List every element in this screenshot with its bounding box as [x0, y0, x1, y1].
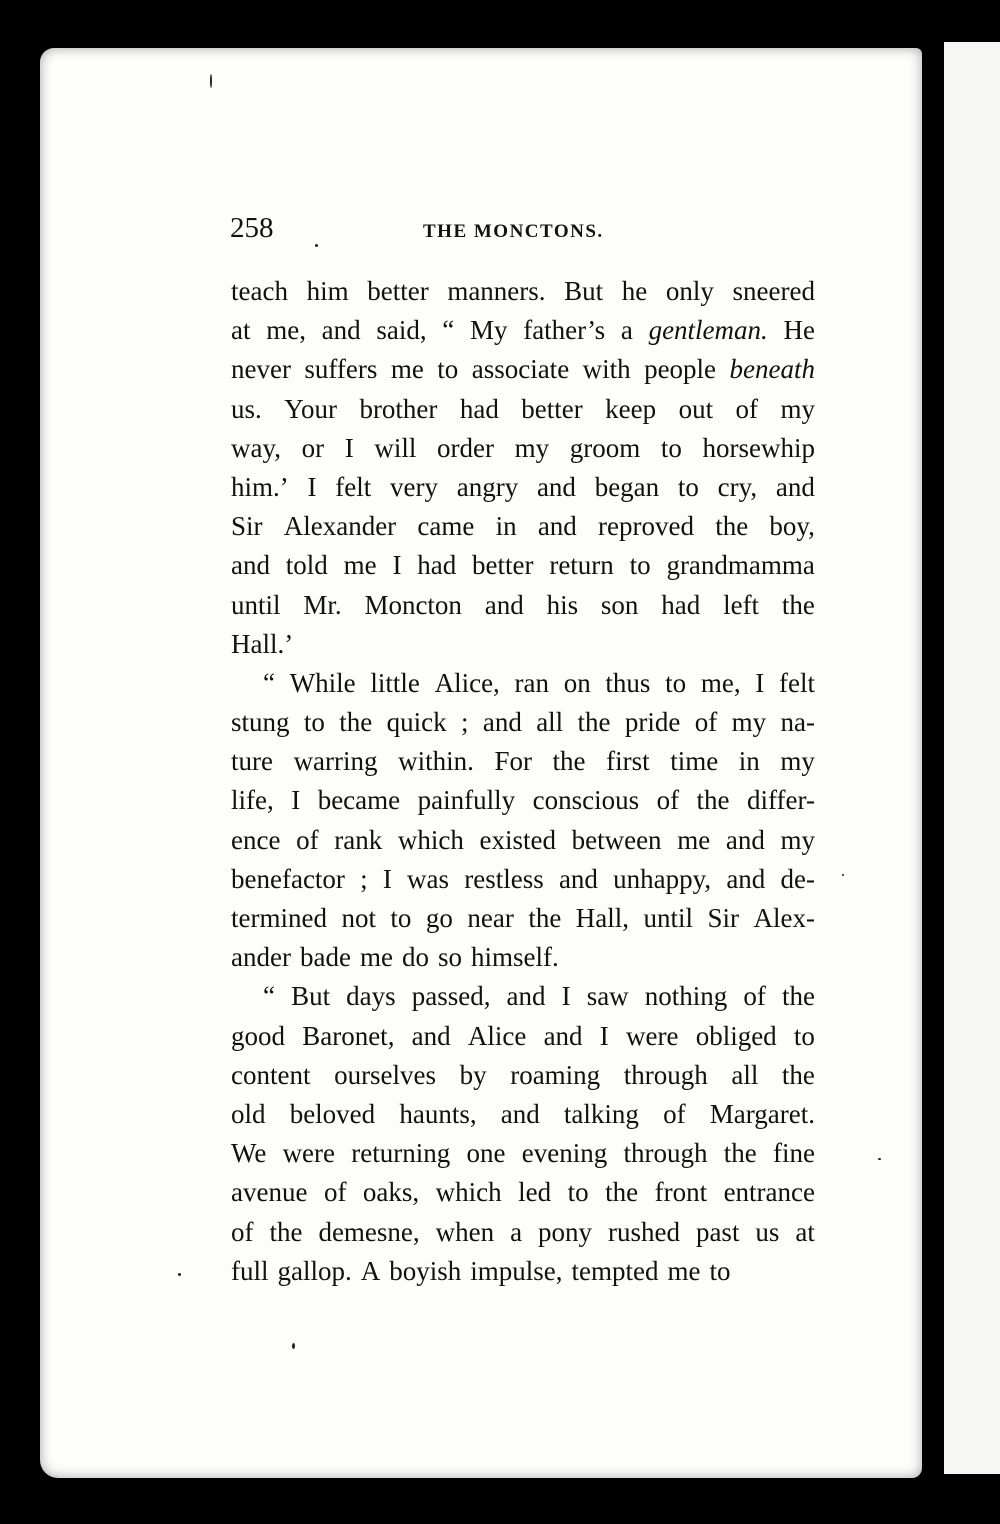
text-line: old beloved haunts, and talking of Margaret.: [231, 1098, 815, 1129]
text-line: full gallop. A boyish impulse, tempted me to: [231, 1255, 731, 1286]
text-line: us. Your brother had better keep out of my: [231, 393, 815, 424]
ink-speck: [178, 1273, 181, 1276]
text-line: avenue of oaks, which led to the front entrance: [231, 1177, 815, 1208]
text-line: at me, and said, “ My father’s a gentleman. He: [231, 315, 815, 346]
text-line: benefactor ; I was restless and unhappy, and de-: [231, 863, 815, 894]
text-line: never suffers me to associate with people beneath: [231, 354, 815, 385]
text-line: content ourselves by roaming through all the: [231, 1059, 815, 1090]
adjacent-page-edge: [944, 42, 1000, 1474]
text-line: Sir Alexander came in and reproved the boy,: [231, 511, 815, 542]
text-line: until Mr. Moncton and his son had left the: [231, 589, 815, 620]
running-head: [230, 212, 820, 252]
paragraph: [231, 977, 815, 1291]
text-line: ence of rank which existed between me and my: [231, 824, 815, 855]
paragraph: [231, 272, 815, 664]
page-number: 258: [230, 212, 274, 244]
ink-speck: [292, 1343, 295, 1349]
text-line: teach him better manners. But he only sneered: [231, 276, 815, 306]
text-line: way, or I will order my groom to horsewhip: [231, 432, 815, 463]
body-text: [231, 272, 815, 1291]
text-line: termined not to go near the Hall, until Sir Alex-: [231, 903, 815, 933]
ink-speck: [878, 1158, 881, 1160]
text-line: “ While little Alice, ran on thus to me, I felt: [263, 667, 815, 698]
text-line: life, I became painfully conscious of the differ-: [231, 785, 815, 816]
text-line: We were returning one evening through the fine: [231, 1138, 815, 1169]
text-line: ander bade me do so himself.: [231, 942, 559, 973]
text-line: and told me I had better return to grandmamma: [231, 550, 815, 581]
text-line: good Baronet, and Alice and I were obliged to: [231, 1020, 815, 1051]
text-line: him.’ I felt very angry and began to cry, and: [231, 471, 815, 502]
text-line: ture warring within. For the first time in my: [231, 746, 815, 777]
text-line: Hall.’: [231, 628, 294, 659]
text-line: stung to the quick ; and all the pride of my na-: [231, 707, 815, 738]
ink-speck: [210, 74, 212, 88]
running-title: THE MONCTONS.: [423, 221, 604, 242]
ink-speck: [842, 874, 844, 876]
text-line: of the demesne, when a pony rushed past us at: [231, 1216, 815, 1247]
text-line: “ But days passed, and I saw nothing of the: [263, 981, 815, 1012]
paragraph: [231, 664, 815, 978]
